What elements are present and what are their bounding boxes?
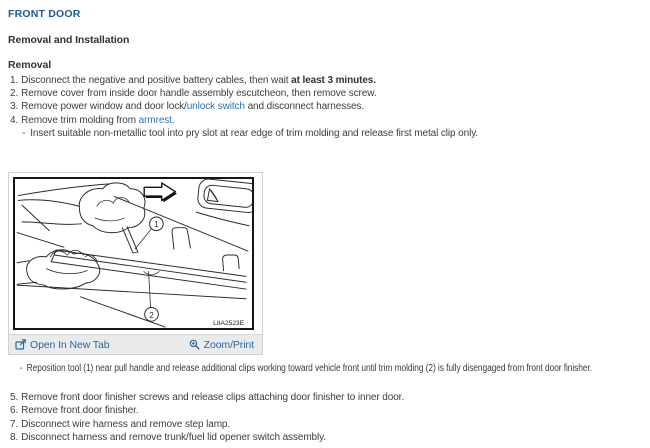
step-4-sub-bullet: [8, 127, 642, 140]
step-text: Disconnect the negative and positive battery cables, then wait: [21, 75, 292, 86]
step-number: 2.: [10, 88, 19, 100]
open-in-new-tab-icon: [15, 339, 26, 350]
zoom-print-label: Zoom/Print: [203, 338, 254, 351]
step-text: Remove trim molding from: [21, 114, 139, 126]
direction-arrow-icon: [144, 183, 177, 202]
armrest-link[interactable]: armrest.: [138, 114, 175, 126]
step-text: Remove front door finisher screws and release clips attaching door finisher to inner door.: [21, 392, 405, 404]
callout-1-label: 1: [154, 220, 159, 230]
step-number: 1.: [10, 75, 19, 86]
reposition-sub-bullet: [8, 362, 592, 375]
step-7: [8, 418, 642, 431]
callout-1: [135, 217, 163, 249]
step-3: [8, 100, 642, 113]
step-number: 5.: [10, 392, 19, 404]
open-in-new-tab-label: Open In New Tab: [30, 338, 110, 351]
step-number: 8.: [10, 431, 19, 443]
subtitle-removal-and-installation: Removal and Installation: [8, 34, 130, 46]
step-text: Remove power window and door lock/: [21, 101, 187, 113]
step-bold-note: at least 3 minutes.: [291, 75, 376, 86]
sub-bullet-text: Reposition tool (1) near pull handle and release additional clips working toward vehicle front until trim molding (2) is fully disengaged from front door finisher.: [26, 363, 592, 375]
step-8: [8, 431, 642, 444]
callout-2: [145, 272, 159, 322]
step-number: 4.: [10, 114, 19, 126]
unlock-switch-link[interactable]: unlock switch: [186, 101, 245, 113]
step-number: 7.: [10, 418, 19, 430]
finisher-steps-list: [8, 391, 642, 444]
step-6: [8, 404, 642, 417]
upper-hand: [18, 183, 145, 233]
step-2: [8, 87, 642, 100]
figure-toolbar: [9, 334, 262, 354]
open-in-new-tab-button[interactable]: [15, 339, 109, 351]
removal-steps-list: [8, 74, 642, 140]
step-number: 6.: [10, 405, 19, 417]
figure-panel: [8, 172, 263, 355]
step-1: [8, 74, 642, 87]
zoom-print-button[interactable]: [189, 339, 254, 351]
bullet-dash: -: [19, 363, 23, 375]
step-text: and disconnect harnesses.: [244, 101, 365, 113]
figure-code: LIIA2523E: [213, 320, 245, 328]
section-title-removal: Removal: [8, 59, 52, 71]
trim-molding-removal-diagram: [13, 177, 254, 330]
step-text: Disconnect wire harness and remove step lamp.: [21, 418, 231, 430]
page-title: FRONT DOOR: [8, 8, 81, 20]
door-handle-cup: [197, 178, 254, 213]
step-5: [8, 391, 642, 404]
pry-tool: [122, 227, 138, 253]
bullet-dash: -: [22, 127, 26, 139]
step-text: Disconnect harness and remove trunk/fuel lid opener switch assembly.: [21, 431, 326, 443]
magnifier-plus-icon: [189, 339, 200, 350]
figure-body: [9, 173, 262, 334]
sub-bullet-text: Insert suitable non-metallic tool into pry slot at rear edge of trim molding and release first metal clip only.: [30, 127, 479, 139]
callout-2-label: 2: [149, 310, 154, 320]
step-text: Remove front door finisher.: [21, 405, 139, 417]
step-number: 3.: [10, 101, 19, 113]
step-text: Remove cover from inside door handle assembly escutcheon, then remove screw.: [21, 88, 377, 100]
step-4: [8, 114, 642, 127]
trim-molding: [51, 228, 246, 289]
